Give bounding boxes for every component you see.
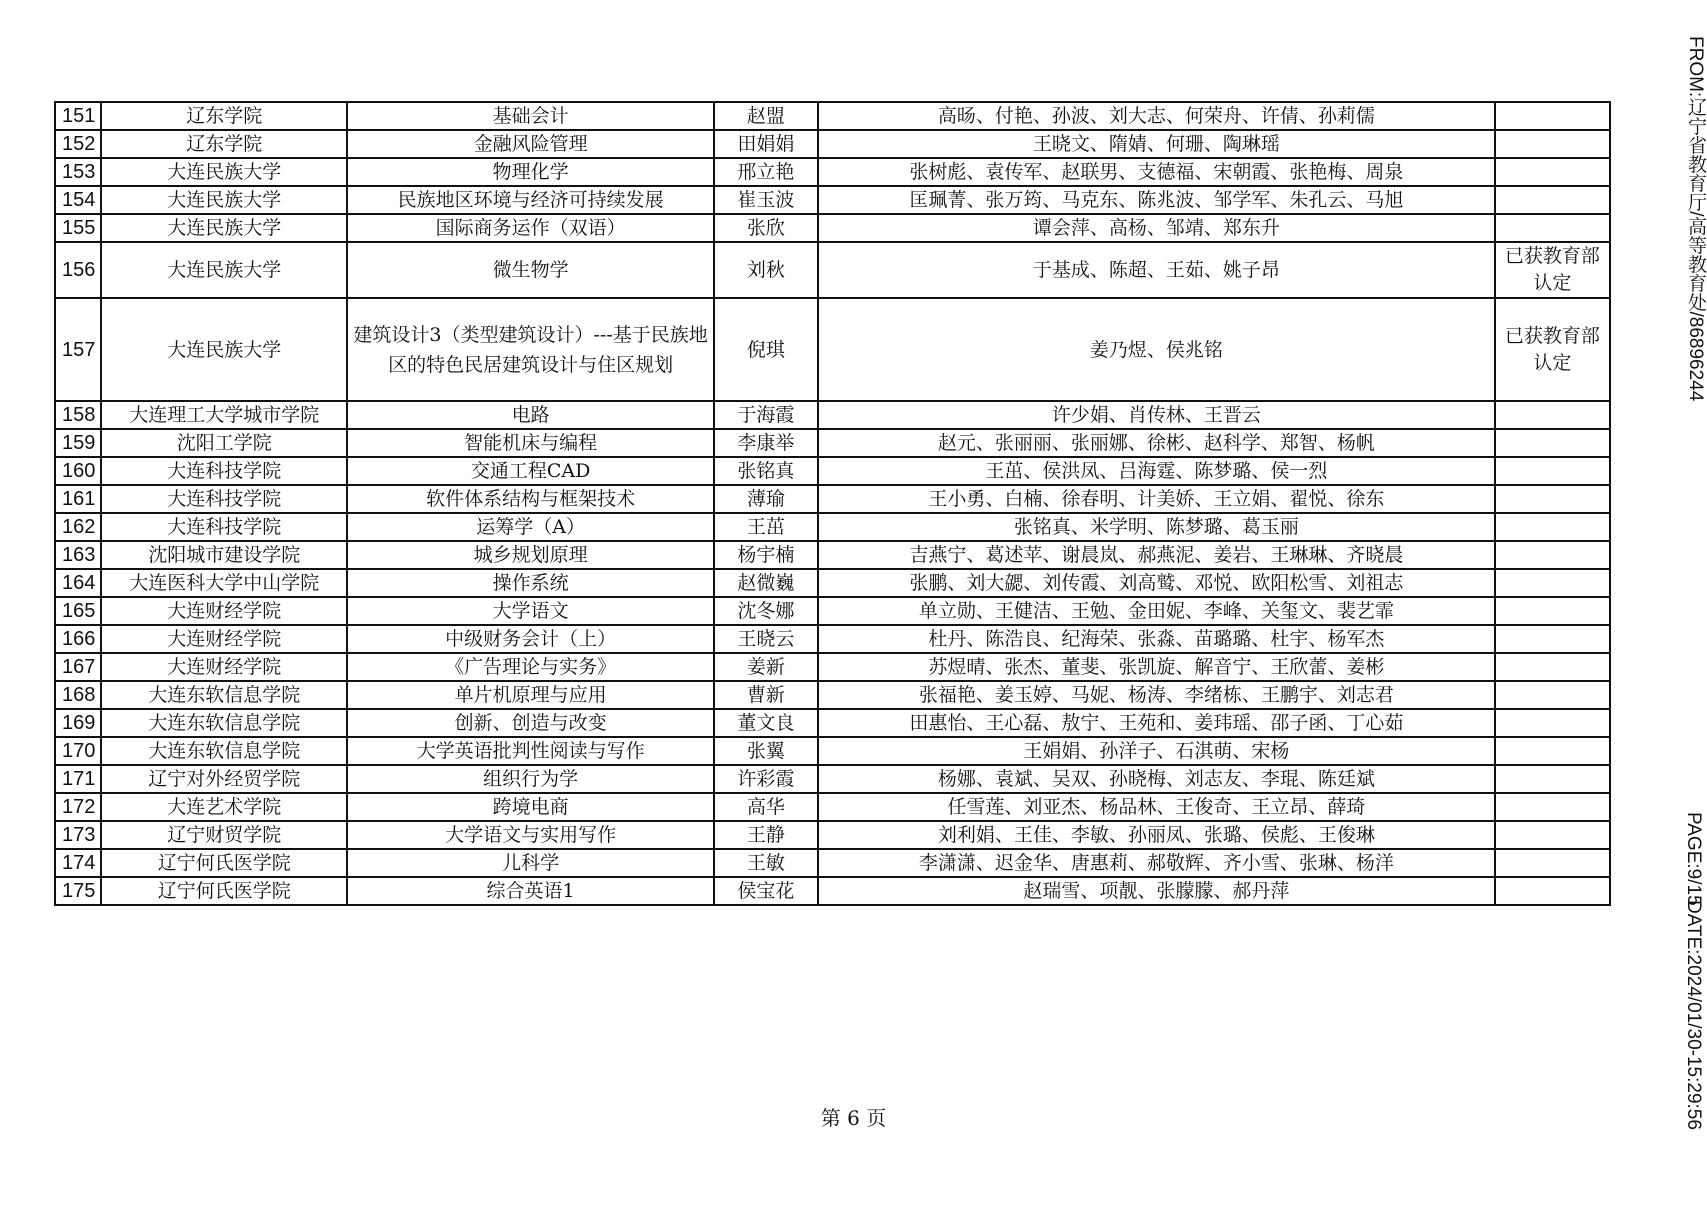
table-row xyxy=(55,485,1610,513)
remark-cell xyxy=(1495,681,1610,709)
remark-cell xyxy=(1495,186,1610,214)
page-number: 第 6 页 xyxy=(820,1106,887,1130)
team-members-cell: 张铭真、米学明、陈梦璐、葛玉丽 xyxy=(818,513,1495,541)
school-name-cell: 大连东软信息学院 xyxy=(101,709,347,737)
row-number-cell: 167 xyxy=(55,653,101,681)
school-name-cell: 大连民族大学 xyxy=(101,186,347,214)
school-name-cell: 沈阳工学院 xyxy=(101,429,347,457)
row-number-cell: 172 xyxy=(55,793,101,821)
course-leader-cell: 董文良 xyxy=(714,709,818,737)
row-number-cell: 160 xyxy=(55,457,101,485)
table-row xyxy=(55,429,1610,457)
team-members-cell: 任雪莲、刘亚杰、杨品林、王俊奇、王立昂、薛琦 xyxy=(818,793,1495,821)
remark-cell xyxy=(1495,597,1610,625)
course-name-cell: 基础会计 xyxy=(347,102,713,130)
team-members-cell: 刘利娟、王佳、李敏、孙丽凤、张璐、侯彪、王俊琳 xyxy=(818,821,1495,849)
remark-cell xyxy=(1495,214,1610,242)
row-number-cell: 173 xyxy=(55,821,101,849)
course-leader-cell: 薄瑜 xyxy=(714,485,818,513)
course-name-cell: 大学语文 xyxy=(347,597,713,625)
course-name-cell: 创新、创造与改变 xyxy=(347,709,713,737)
course-leader-cell: 田娟娟 xyxy=(714,130,818,158)
team-members-cell: 王茁、侯洪凤、吕海霆、陈梦璐、侯一烈 xyxy=(818,457,1495,485)
course-leader-cell: 王茁 xyxy=(714,513,818,541)
table-row xyxy=(55,653,1610,681)
remark-cell xyxy=(1495,765,1610,793)
course-leader-cell: 许彩霞 xyxy=(714,765,818,793)
table-row xyxy=(55,102,1610,130)
team-members-cell: 杨娜、袁斌、吴双、孙晓梅、刘志友、李琨、陈廷斌 xyxy=(818,765,1495,793)
team-members-cell: 高旸、付艳、孙波、刘大志、何荣舟、许倩、孙莉儒 xyxy=(818,102,1495,130)
table-row xyxy=(55,298,1610,401)
fax-header-from: FROM:辽宁省教育厅/高等教育处/86896244 xyxy=(1685,36,1706,402)
table-row xyxy=(55,681,1610,709)
course-leader-cell: 王晓云 xyxy=(714,625,818,653)
team-members-cell: 赵元、张丽丽、张丽娜、徐彬、赵科学、郑智、杨帆 xyxy=(818,429,1495,457)
school-name-cell: 辽东学院 xyxy=(101,102,347,130)
school-name-cell: 大连理工大学城市学院 xyxy=(101,401,347,429)
course-name-cell: 大学英语批判性阅读与写作 xyxy=(347,737,713,765)
school-name-cell: 大连医科大学中山学院 xyxy=(101,569,347,597)
remark-cell xyxy=(1495,130,1610,158)
course-name-cell: 建筑设计3（类型建筑设计）---基于民族地区的特色民居建筑设计与住区规划 xyxy=(347,298,713,401)
course-table-body xyxy=(55,102,1610,905)
team-members-cell: 张福艳、姜玉婷、马妮、杨涛、李绪栋、王鹏宇、刘志君 xyxy=(818,681,1495,709)
school-name-cell: 大连艺术学院 xyxy=(101,793,347,821)
course-leader-cell: 张欣 xyxy=(714,214,818,242)
course-name-cell: 单片机原理与应用 xyxy=(347,681,713,709)
school-name-cell: 辽宁财贸学院 xyxy=(101,821,347,849)
row-number-cell: 153 xyxy=(55,158,101,186)
team-members-cell: 匡珮菁、张万筠、马克东、陈兆波、邹学军、朱孔云、马旭 xyxy=(818,186,1495,214)
table-row xyxy=(55,597,1610,625)
school-name-cell: 大连民族大学 xyxy=(101,214,347,242)
table-row xyxy=(55,793,1610,821)
team-members-cell: 赵瑞雪、项靓、张朦朦、郝丹萍 xyxy=(818,877,1495,905)
school-name-cell: 大连民族大学 xyxy=(101,158,347,186)
team-members-cell: 姜乃煜、侯兆铭 xyxy=(818,298,1495,401)
school-name-cell: 辽宁何氏医学院 xyxy=(101,877,347,905)
table-row xyxy=(55,130,1610,158)
course-name-cell: 物理化学 xyxy=(347,158,713,186)
table-row xyxy=(55,186,1610,214)
course-leader-cell: 姜新 xyxy=(714,653,818,681)
course-leader-cell: 王静 xyxy=(714,821,818,849)
team-members-cell: 王晓文、隋婧、何珊、陶琳瑶 xyxy=(818,130,1495,158)
team-members-cell: 王小勇、白楠、徐春明、计美娇、王立娟、翟悦、徐东 xyxy=(818,485,1495,513)
remark-cell: 已获教育部认定 xyxy=(1495,298,1610,401)
row-number-cell: 151 xyxy=(55,102,101,130)
row-number-cell: 162 xyxy=(55,513,101,541)
school-name-cell: 辽东学院 xyxy=(101,130,347,158)
team-members-cell: 苏煜晴、张杰、董斐、张凯旋、解音宁、王欣蕾、姜彬 xyxy=(818,653,1495,681)
course-name-cell: 儿科学 xyxy=(347,849,713,877)
remark-cell xyxy=(1495,877,1610,905)
course-leader-cell: 赵微巍 xyxy=(714,569,818,597)
school-name-cell: 辽宁何氏医学院 xyxy=(101,849,347,877)
row-number-cell: 152 xyxy=(55,130,101,158)
row-number-cell: 156 xyxy=(55,242,101,298)
course-leader-cell: 崔玉波 xyxy=(714,186,818,214)
row-number-cell: 165 xyxy=(55,597,101,625)
school-name-cell: 大连科技学院 xyxy=(101,457,347,485)
row-number-cell: 154 xyxy=(55,186,101,214)
team-members-cell: 杜丹、陈浩良、纪海荣、张淼、苗璐璐、杜宇、杨军杰 xyxy=(818,625,1495,653)
school-name-cell: 大连财经学院 xyxy=(101,653,347,681)
school-name-cell: 大连财经学院 xyxy=(101,625,347,653)
fax-header-date: DATE:2024/01/30-15:29:56 xyxy=(1683,900,1704,1130)
remark-cell xyxy=(1495,625,1610,653)
remark-cell xyxy=(1495,709,1610,737)
table-row xyxy=(55,737,1610,765)
course-name-cell: 中级财务会计（上） xyxy=(347,625,713,653)
course-name-cell: 大学语文与实用写作 xyxy=(347,821,713,849)
course-leader-cell: 刘秋 xyxy=(714,242,818,298)
course-leader-cell: 张翼 xyxy=(714,737,818,765)
remark-cell: 已获教育部认定 xyxy=(1495,242,1610,298)
school-name-cell: 大连东软信息学院 xyxy=(101,681,347,709)
course-leader-cell: 张铭真 xyxy=(714,457,818,485)
course-leader-cell: 王敏 xyxy=(714,849,818,877)
remark-cell xyxy=(1495,737,1610,765)
table-row xyxy=(55,401,1610,429)
course-name-cell: 操作系统 xyxy=(347,569,713,597)
row-number-cell: 166 xyxy=(55,625,101,653)
team-members-cell: 王娟娟、孙洋子、石淇萌、宋杨 xyxy=(818,737,1495,765)
course-leader-cell: 侯宝花 xyxy=(714,877,818,905)
table-row xyxy=(55,709,1610,737)
table-row xyxy=(55,214,1610,242)
remark-cell xyxy=(1495,793,1610,821)
course-table xyxy=(54,101,1611,906)
remark-cell xyxy=(1495,158,1610,186)
school-name-cell: 辽宁对外经贸学院 xyxy=(101,765,347,793)
course-leader-cell: 杨宇楠 xyxy=(714,541,818,569)
course-leader-cell: 于海霞 xyxy=(714,401,818,429)
remark-cell xyxy=(1495,569,1610,597)
remark-cell xyxy=(1495,401,1610,429)
course-leader-cell: 李康举 xyxy=(714,429,818,457)
team-members-cell: 单立勋、王健洁、王勉、金田妮、李峰、关玺文、裴艺霏 xyxy=(818,597,1495,625)
course-leader-cell: 高华 xyxy=(714,793,818,821)
team-members-cell: 李潇潇、迟金华、唐惠莉、郝敬辉、齐小雪、张琳、杨洋 xyxy=(818,849,1495,877)
school-name-cell: 大连科技学院 xyxy=(101,513,347,541)
school-name-cell: 大连民族大学 xyxy=(101,298,347,401)
row-number-cell: 155 xyxy=(55,214,101,242)
course-name-cell: 微生物学 xyxy=(347,242,713,298)
table-row xyxy=(55,625,1610,653)
row-number-cell: 164 xyxy=(55,569,101,597)
row-number-cell: 175 xyxy=(55,877,101,905)
table-row xyxy=(55,457,1610,485)
table-row xyxy=(55,242,1610,298)
table-row xyxy=(55,765,1610,793)
table-row xyxy=(55,541,1610,569)
course-leader-cell: 邢立艳 xyxy=(714,158,818,186)
table-row xyxy=(55,821,1610,849)
remark-cell xyxy=(1495,485,1610,513)
row-number-cell: 171 xyxy=(55,765,101,793)
table-row xyxy=(55,569,1610,597)
fax-header-page: PAGE:9/15 xyxy=(1683,812,1704,906)
row-number-cell: 158 xyxy=(55,401,101,429)
team-members-cell: 张鹏、刘大勰、刘传霞、刘高鹫、邓悦、欧阳松雪、刘祖志 xyxy=(818,569,1495,597)
school-name-cell: 沈阳城市建设学院 xyxy=(101,541,347,569)
course-name-cell: 组织行为学 xyxy=(347,765,713,793)
table-row xyxy=(55,513,1610,541)
remark-cell xyxy=(1495,821,1610,849)
row-number-cell: 169 xyxy=(55,709,101,737)
team-members-cell: 于基成、陈超、王茹、姚子昂 xyxy=(818,242,1495,298)
team-members-cell: 张树彪、袁传军、赵联男、支德福、宋朝霞、张艳梅、周泉 xyxy=(818,158,1495,186)
row-number-cell: 159 xyxy=(55,429,101,457)
course-name-cell: 交通工程CAD xyxy=(347,457,713,485)
row-number-cell: 163 xyxy=(55,541,101,569)
course-name-cell: 智能机床与编程 xyxy=(347,429,713,457)
course-name-cell: 运筹学（A） xyxy=(347,513,713,541)
row-number-cell: 161 xyxy=(55,485,101,513)
remark-cell xyxy=(1495,102,1610,130)
remark-cell xyxy=(1495,429,1610,457)
remark-cell xyxy=(1495,541,1610,569)
course-name-cell: 金融风险管理 xyxy=(347,130,713,158)
course-leader-cell: 曹新 xyxy=(714,681,818,709)
remark-cell xyxy=(1495,653,1610,681)
course-name-cell: 电路 xyxy=(347,401,713,429)
course-name-cell: 《广告理论与实务》 xyxy=(347,653,713,681)
course-leader-cell: 赵盟 xyxy=(714,102,818,130)
course-name-cell: 国际商务运作（双语） xyxy=(347,214,713,242)
table-row xyxy=(55,877,1610,905)
remark-cell xyxy=(1495,513,1610,541)
row-number-cell: 157 xyxy=(55,298,101,401)
remark-cell xyxy=(1495,849,1610,877)
school-name-cell: 大连财经学院 xyxy=(101,597,347,625)
table-row xyxy=(55,158,1610,186)
course-name-cell: 民族地区环境与经济可持续发展 xyxy=(347,186,713,214)
table-row xyxy=(55,849,1610,877)
course-name-cell: 软件体系结构与框架技术 xyxy=(347,485,713,513)
row-number-cell: 170 xyxy=(55,737,101,765)
row-number-cell: 174 xyxy=(55,849,101,877)
row-number-cell: 168 xyxy=(55,681,101,709)
remark-cell xyxy=(1495,457,1610,485)
course-name-cell: 城乡规划原理 xyxy=(347,541,713,569)
course-leader-cell: 倪琪 xyxy=(714,298,818,401)
school-name-cell: 大连科技学院 xyxy=(101,485,347,513)
team-members-cell: 许少娟、肖传林、王晋云 xyxy=(818,401,1495,429)
team-members-cell: 吉燕宁、葛述苹、谢晨岚、郝燕泥、姜岩、王琳琳、齐晓晨 xyxy=(818,541,1495,569)
team-members-cell: 田惠怡、王心磊、敖宁、王苑和、姜玮瑶、邵子函、丁心茹 xyxy=(818,709,1495,737)
team-members-cell: 谭会萍、高杨、邹靖、郑东升 xyxy=(818,214,1495,242)
course-leader-cell: 沈冬娜 xyxy=(714,597,818,625)
course-name-cell: 跨境电商 xyxy=(347,793,713,821)
school-name-cell: 大连民族大学 xyxy=(101,242,347,298)
school-name-cell: 大连东软信息学院 xyxy=(101,737,347,765)
course-name-cell: 综合英语1 xyxy=(347,877,713,905)
